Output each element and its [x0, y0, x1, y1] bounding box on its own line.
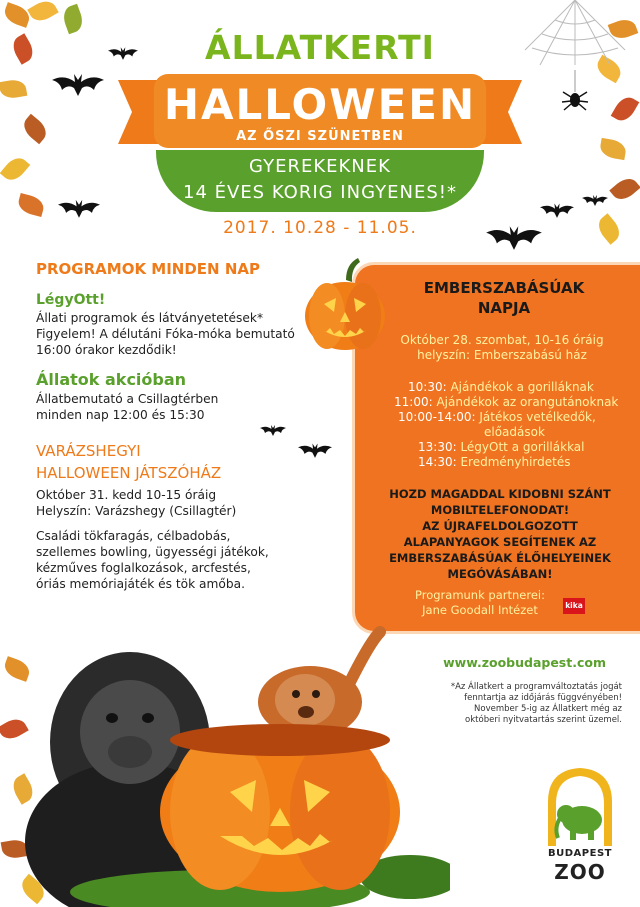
box-title: EMBERSZABÁSÚAK NAPJA: [423, 279, 585, 317]
schedule-list: [364, 380, 636, 470]
akcio-title: Állatok akcióban: [36, 370, 187, 389]
schedule-item: 11:00: Ajándékok az orangutánoknak: [394, 395, 619, 409]
schedule-item: előadások: [484, 425, 545, 439]
section-title: PROGRAMOK MINDEN NAP: [36, 260, 260, 278]
activities-text: Családi tökfaragás, célbadobás, szellemes bowling, ügyességi játékok, kézműves foglalkozások, arcfestés, óriás memóriajáték és tök amőba.: [36, 529, 269, 591]
varazs-title: VARÁZSHEGYI HALLOWEEN JÁTSZÓHÁZ: [36, 442, 222, 482]
title-main: HALLOWEEN: [163, 80, 477, 129]
title-top: ÁLLATKERTI: [205, 28, 435, 67]
logo-line-1: BUDAPEST: [548, 848, 612, 859]
legyott-title: LégyOtt!: [36, 292, 106, 308]
schedule-item: 13:30: LégyOtt a gorillákkal: [418, 440, 585, 454]
kika-logo: kika: [563, 598, 585, 614]
bat-icon: [260, 422, 286, 438]
event-dates: 2017. 10.28 - 11.05.: [223, 218, 417, 238]
gorilla-orangutan-pumpkin-image: [20, 612, 450, 907]
recycle-call: HOZD MAGADDAL KIDOBNI SZÁNT MOBILTELEFONODAT! AZ ÚJRAFELDOLGOZOTT ALAPANYAGOK SEGÍTENEK AZ EMBERSZABÁSÚAK ÉLŐHELYEINEK MEGÓVÁSÁBAN!: [389, 487, 611, 581]
logo-line-2: ZOO: [554, 860, 606, 884]
legyott-text: Állati programok és látványetetések* Figyelem! A délutáni Fóka-móka bemutató 16:00 órakor kezdődik!: [36, 311, 295, 357]
subtitle: AZ ŐSZI SZÜNETBEN: [236, 129, 404, 144]
schedule-item: 10:00-14:00: Játékos vetélkedők,: [398, 410, 596, 424]
footnote: *Az Állatkert a programváltoztatás jogát fenntartja az időjárás függvényében! November 5-ig az Állatkert még az októberi nyitvatartás szerint üzemel.: [450, 682, 622, 725]
schedule-item: 14:30: Eredményhirdetés: [418, 455, 571, 469]
leaf-icon: [2, 2, 33, 28]
website-link[interactable]: www.zoobudapest.com: [443, 655, 606, 670]
bat-icon: [298, 440, 332, 460]
green-line-1: GYEREKEKNEK: [249, 156, 391, 177]
box-date-place: Október 28. szombat, 10-16 óráig helyszín: Emberszabású ház: [400, 333, 604, 362]
partners: Programunk partnerei: Jane Goodall Intézet: [415, 588, 545, 617]
varazs-text: Október 31. kedd 10-15 óráig Helyszín: Varázshegy (Csillagtér): [36, 488, 237, 518]
schedule-item: 10:30: Ajándékok a gorilláknak: [408, 380, 594, 394]
leaf-icon: [27, 0, 59, 25]
green-line-2: 14 ÉVES KORIG INGYENES!*: [183, 182, 457, 203]
akcio-text: Állatbemutató a Csillagtérben minden nap 12:00 és 15:30: [36, 392, 219, 422]
bat-icon: [540, 200, 574, 220]
